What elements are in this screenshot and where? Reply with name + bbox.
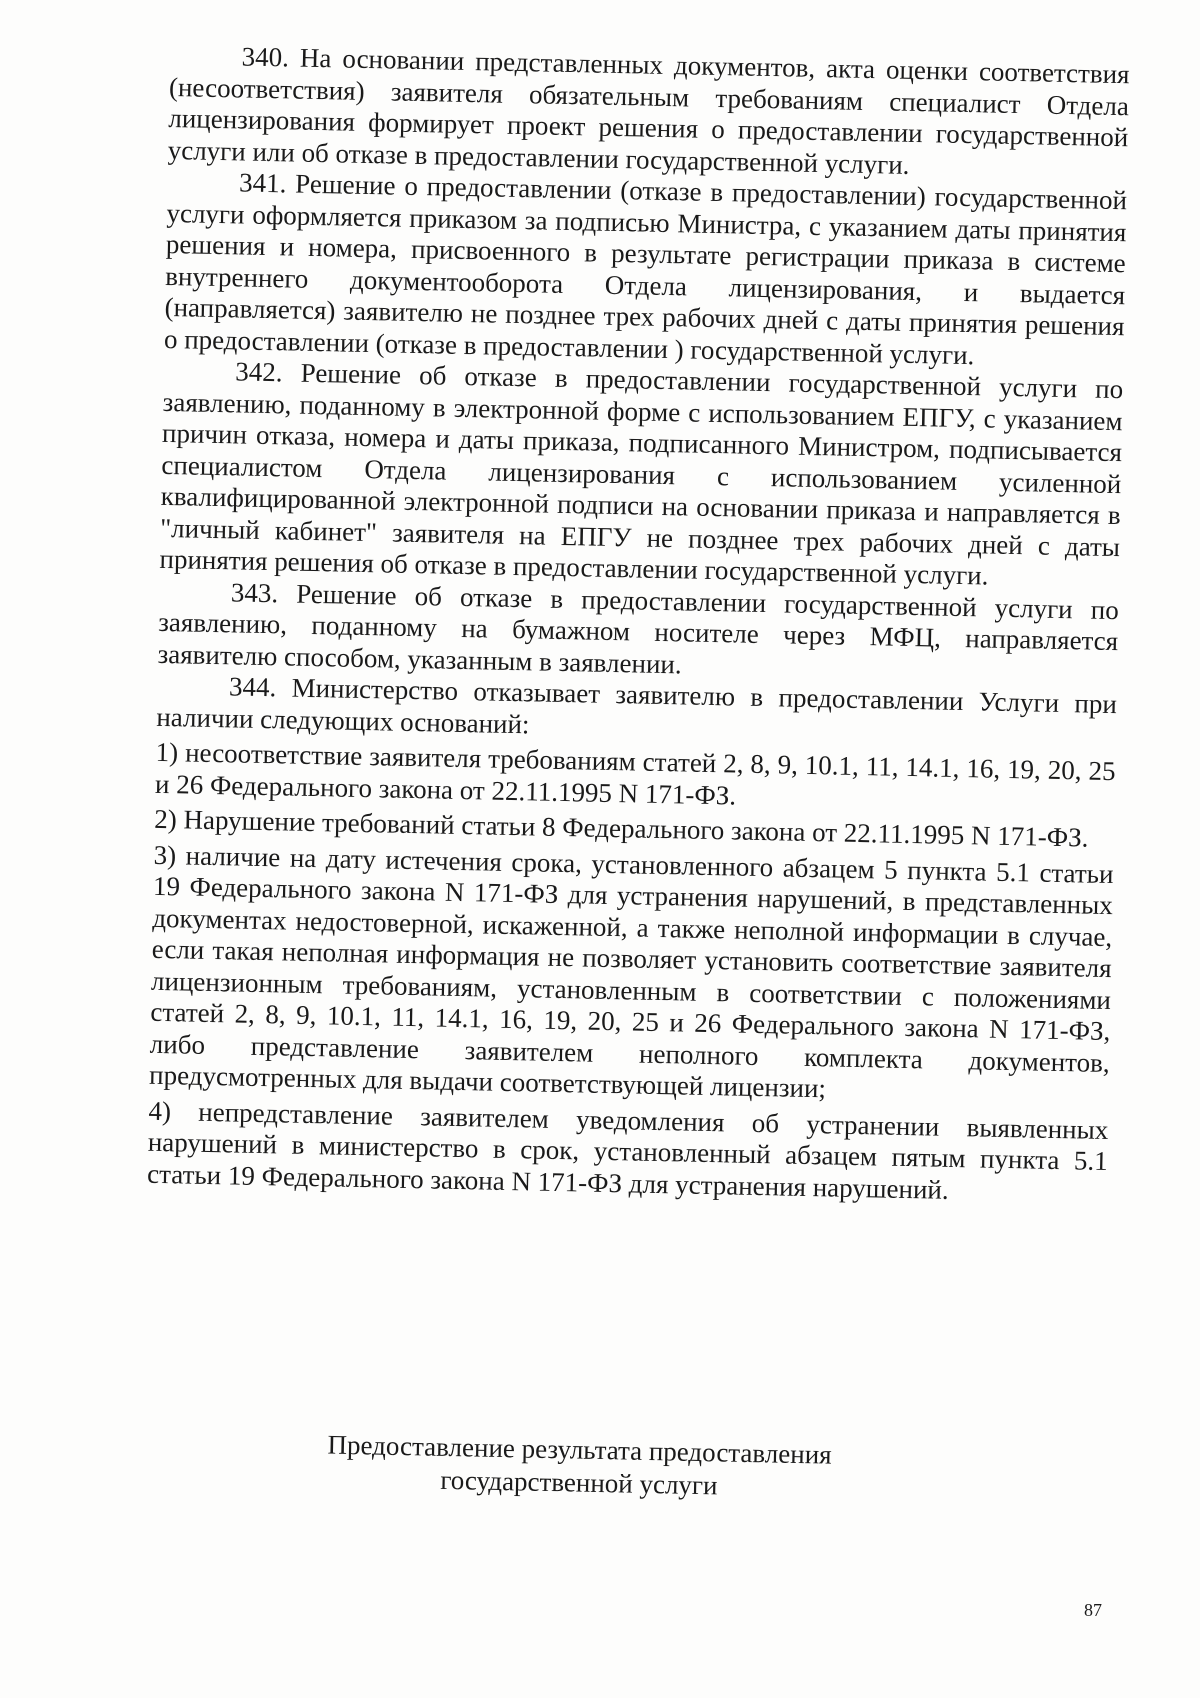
page-number: 87 (1084, 1600, 1102, 1620)
section-heading-line-2: государственной услуги (440, 1464, 718, 1501)
paragraph-342: 342. Решение об отказе в предоставлении государственной услуги по заявлению, поданному в электронной форме с использованием ЕПГУ, с указанием причин отказа, номера и даты приказа, подписанного Министром, подписывается специалистом Отдела лицензирования с использованием усиленной квалифицированной электронной подписи на основании приказа и направляется в "личный кабинет" заявителя на ЕПГУ не позднее трех рабочих дней с даты принятия решения об отказе в предоставлении государственной услуги. (159, 356, 1124, 591)
list-item-1: 1) несоответствие заявителя требованиям статей 2, 8, 9, 10.1, 11, 14.1, 16, 19, 20, 25 и 26 Федерального закона от 22.11.1995 N 171-ФЗ. (154, 736, 1116, 811)
list-item-4: 4) непредставление заявителем уведомления об устранении выявленных нарушений в министерство в срок, установленный абзацем пятым пункта 5.1 статьи 19 Федерального закона N 171-ФЗ для устранения нарушений. (146, 1095, 1109, 1205)
section-heading-line-1: Предоставление результата предоставления (327, 1429, 832, 1470)
list-item-2: 2) Нарушение требований статьи 8 Федерального закона от 22.11.1995 N 171-ФЗ. (154, 803, 1089, 853)
paragraph-340: 340. На основании представленных документов, акта оценки соответствия (несоответствия) заявителя обязательным требованиям специалист Отдела лицензирования формирует проект решения о предоставлении государственной услуги или об отказе в предоставлении государственной услуги. (167, 41, 1130, 180)
paragraph-341: 341. Решение о предоставлении (отказе в предоставлении) государственной услуги оформляется приказом за подписью Министра, с указанием даты принятия решения и номера, присвоенного в результате регистрации приказа в системе внутреннего документооборота Отдела лицензирования, и выдается (направляется) заявителю не позднее трех рабочих дней с даты принятия решения о предоставлении (отказе в предоставлении ) государственной услуги. (163, 167, 1128, 370)
paragraph-344: 344. Министерство отказывает заявителю в предоставлении Услуги при наличии следующих оснований: (156, 671, 1118, 739)
list-item-3: 3) наличие на дату истечения срока, установленного абзацем 5 пункта 5.1 статьи 19 Федерального закона N 171-ФЗ для устранения нарушений, в представленных документах недостоверной, искаженной, а также неполной информации в случае, если такая неполная информация не позволяет установить соответствие заявителя лицензионным требованиям, установленным в соответствии с положениями статей 2, 8, 9, 10.1, 11, 14.1, 16, 19, 20, 25 и 26 Федерального закона N 171-ФЗ, либо представление заявителем неполного комплекта документов, предусмотренных для выдачи соответствующей лицензии; (148, 839, 1114, 1104)
document-body (147, 40, 1130, 1209)
section-heading (299, 1428, 860, 1505)
paragraph-343: 343. Решение об отказе в предоставлении государственной услуги по заявлению, поданному на бумажном носителе через МФЦ, направляется заявителю способом, указанным в заявлении. (157, 576, 1120, 679)
